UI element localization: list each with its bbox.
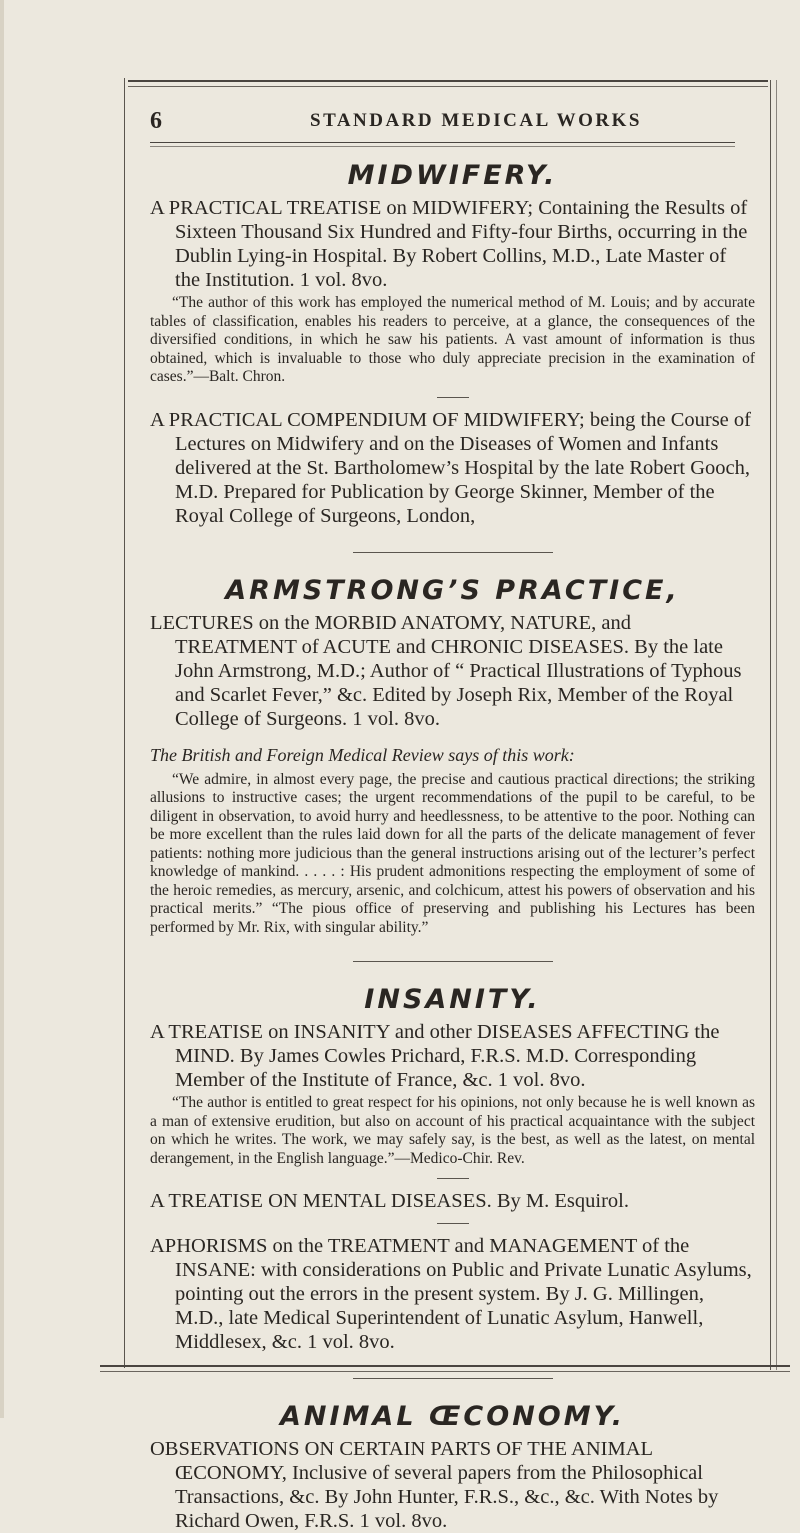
- left-border-rule: [124, 78, 125, 1368]
- top-border-rule-inner: [128, 86, 768, 87]
- right-border-rule: [770, 80, 771, 1370]
- section-midwifery: [150, 160, 755, 528]
- separator-rule: [437, 1178, 469, 1179]
- midwifery-entry-gooch: A PRACTICAL COMPENDIUM OF MIDWIFERY; being the Course of Lectures on Midwifery and on the Diseases of Women and Infants delivered at the St. Bartholomew’s Hospital by the late Robert Gooch, M.D. Prepared for Publication by George Skinner, Member of the Royal College of Surgeons, London,: [150, 408, 751, 527]
- section-heading-armstrong: ARMSTRONG’S PRACTICE,: [225, 574, 680, 606]
- bottom-border-rule-inner: [100, 1371, 790, 1372]
- armstrong-entry-lectures: LECTURES on the MORBID ANATOMY, NATURE, and TREATMENT of ACUTE and CHRONIC DISEASES. By the late John Armstrong, M.D.; Author of “ Practical Illustrations of Typhous and Scarlet Fever,” &c. Edited by Joseph Rix, Member of the Royal College of Surgeons. 1 vol. 8vo.: [150, 611, 742, 730]
- page-content: [150, 160, 755, 1533]
- running-head-title: STANDARD MEDICAL WORKS: [310, 110, 642, 131]
- page-edge: [0, 0, 4, 1418]
- bottom-border-rule: [100, 1365, 790, 1367]
- section-insanity: [150, 984, 755, 1354]
- section-armstrong: [150, 575, 755, 938]
- section-divider: [353, 552, 553, 553]
- separator-rule: [437, 397, 469, 398]
- insanity-entry-prichard: A TREATISE on INSANITY and other DISEASES AFFECTING the MIND. By James Cowles Prichard, F.R.S. M.D. Corresponding Member of the Institute of France, &c. 1 vol. 8vo.: [150, 1021, 720, 1091]
- midwifery-entry-collins: A PRACTICAL TREATISE on MIDWIFERY; Containing the Results of Sixteen Thousand Six Hundred and Fifty-four Births, occurring in the Dublin Lying-in Hospital. By Robert Collins, M.D., Late Master of the Institution. 1 vol. 8vo.: [150, 197, 748, 291]
- armstrong-review-quote: “We admire, in almost every page, the precise and cautious practical directions; the striking allusions to instructive cases; the urgent recommendations of the pupil to be careful, to be diligent in observation, to avoid hurry and heedlessness, to be attentive to the poor. Nothing can be more excellent than the rules laid down for all the parts of the delicate management of fever patients: nothing more judicious than the general instructions arising out of the lecturer’s perfect knowledge of mankind. . . . . : His prudent admonitions respecting the employment of some of the heroic remedies, as mercury, arsenic, and colchicum, attest his powers of observation and his practical merits.” “The pious office of preserving and publishing his Lectures has been performed by Mr. Rix, with singular ability.”: [150, 770, 755, 936]
- separator-rule: [437, 1223, 469, 1224]
- head-rule-inner: [150, 146, 735, 147]
- section-heading-animal-economy: ANIMAL ŒCONOMY.: [280, 1401, 625, 1432]
- right-border-rule-outer: [776, 80, 777, 1370]
- section-heading-midwifery: MIDWIFERY.: [347, 160, 558, 191]
- section-heading-insanity: INSANITY.: [364, 984, 541, 1015]
- section-divider: [353, 961, 553, 962]
- section-divider: [353, 1378, 553, 1379]
- running-head: [150, 108, 750, 138]
- insanity-entry-millingen: APHORISMS on the TREATMENT and MANAGEMENT of the INSANE: with considerations on Public and Private Lunatic Asylums, pointing out the errors in the present system. By J. G. Millingen, M.D., late Medical Superintendent of Lunatic Asylum, Hanwell, Middlesex, &c. 1 vol. 8vo.: [150, 1235, 752, 1353]
- page-number: 6: [150, 108, 163, 134]
- head-rule: [150, 142, 735, 143]
- top-border-rule: [128, 80, 768, 82]
- animal-economy-entry-hunter: OBSERVATIONS ON CERTAIN PARTS OF THE ANIMAL ŒCONOMY, Inclusive of several papers from the Philosophical Transactions, &c. By John Hunter, F.R.S., &c., &c. With Notes by Richard Owen, F.R.S. 1 vol. 8vo.: [150, 1438, 719, 1532]
- insanity-entry-prichard-review: “The author is entitled to great respect for his opinions, not only because he is well known as a man of extensive erudition, but also on account of his practical acquaintance with the subject on which he writes. The work, we may safely say, is the best, as well as the latest, on mental derangement, in the English language.”—Medico-Chir. Rev.: [150, 1094, 755, 1167]
- section-animal-economy: [150, 1401, 755, 1533]
- midwifery-entry-collins-review: “The author of this work has employed the numerical method of M. Louis; and by accurate tables of classification, enables his readers to perceive, at a glance, the consequences of the diversified conditions, in which he saw his patients. A vast amount of information is thus obtained, which is invaluable to those who duly appreciate precision in the examination of cases.”—Balt. Chron.: [150, 294, 755, 385]
- armstrong-review-intro: The British and Foreign Medical Review says of this work:: [150, 744, 575, 765]
- insanity-entry-esquirol: A TREATISE ON MENTAL DISEASES. By M. Esquirol.: [150, 1190, 629, 1212]
